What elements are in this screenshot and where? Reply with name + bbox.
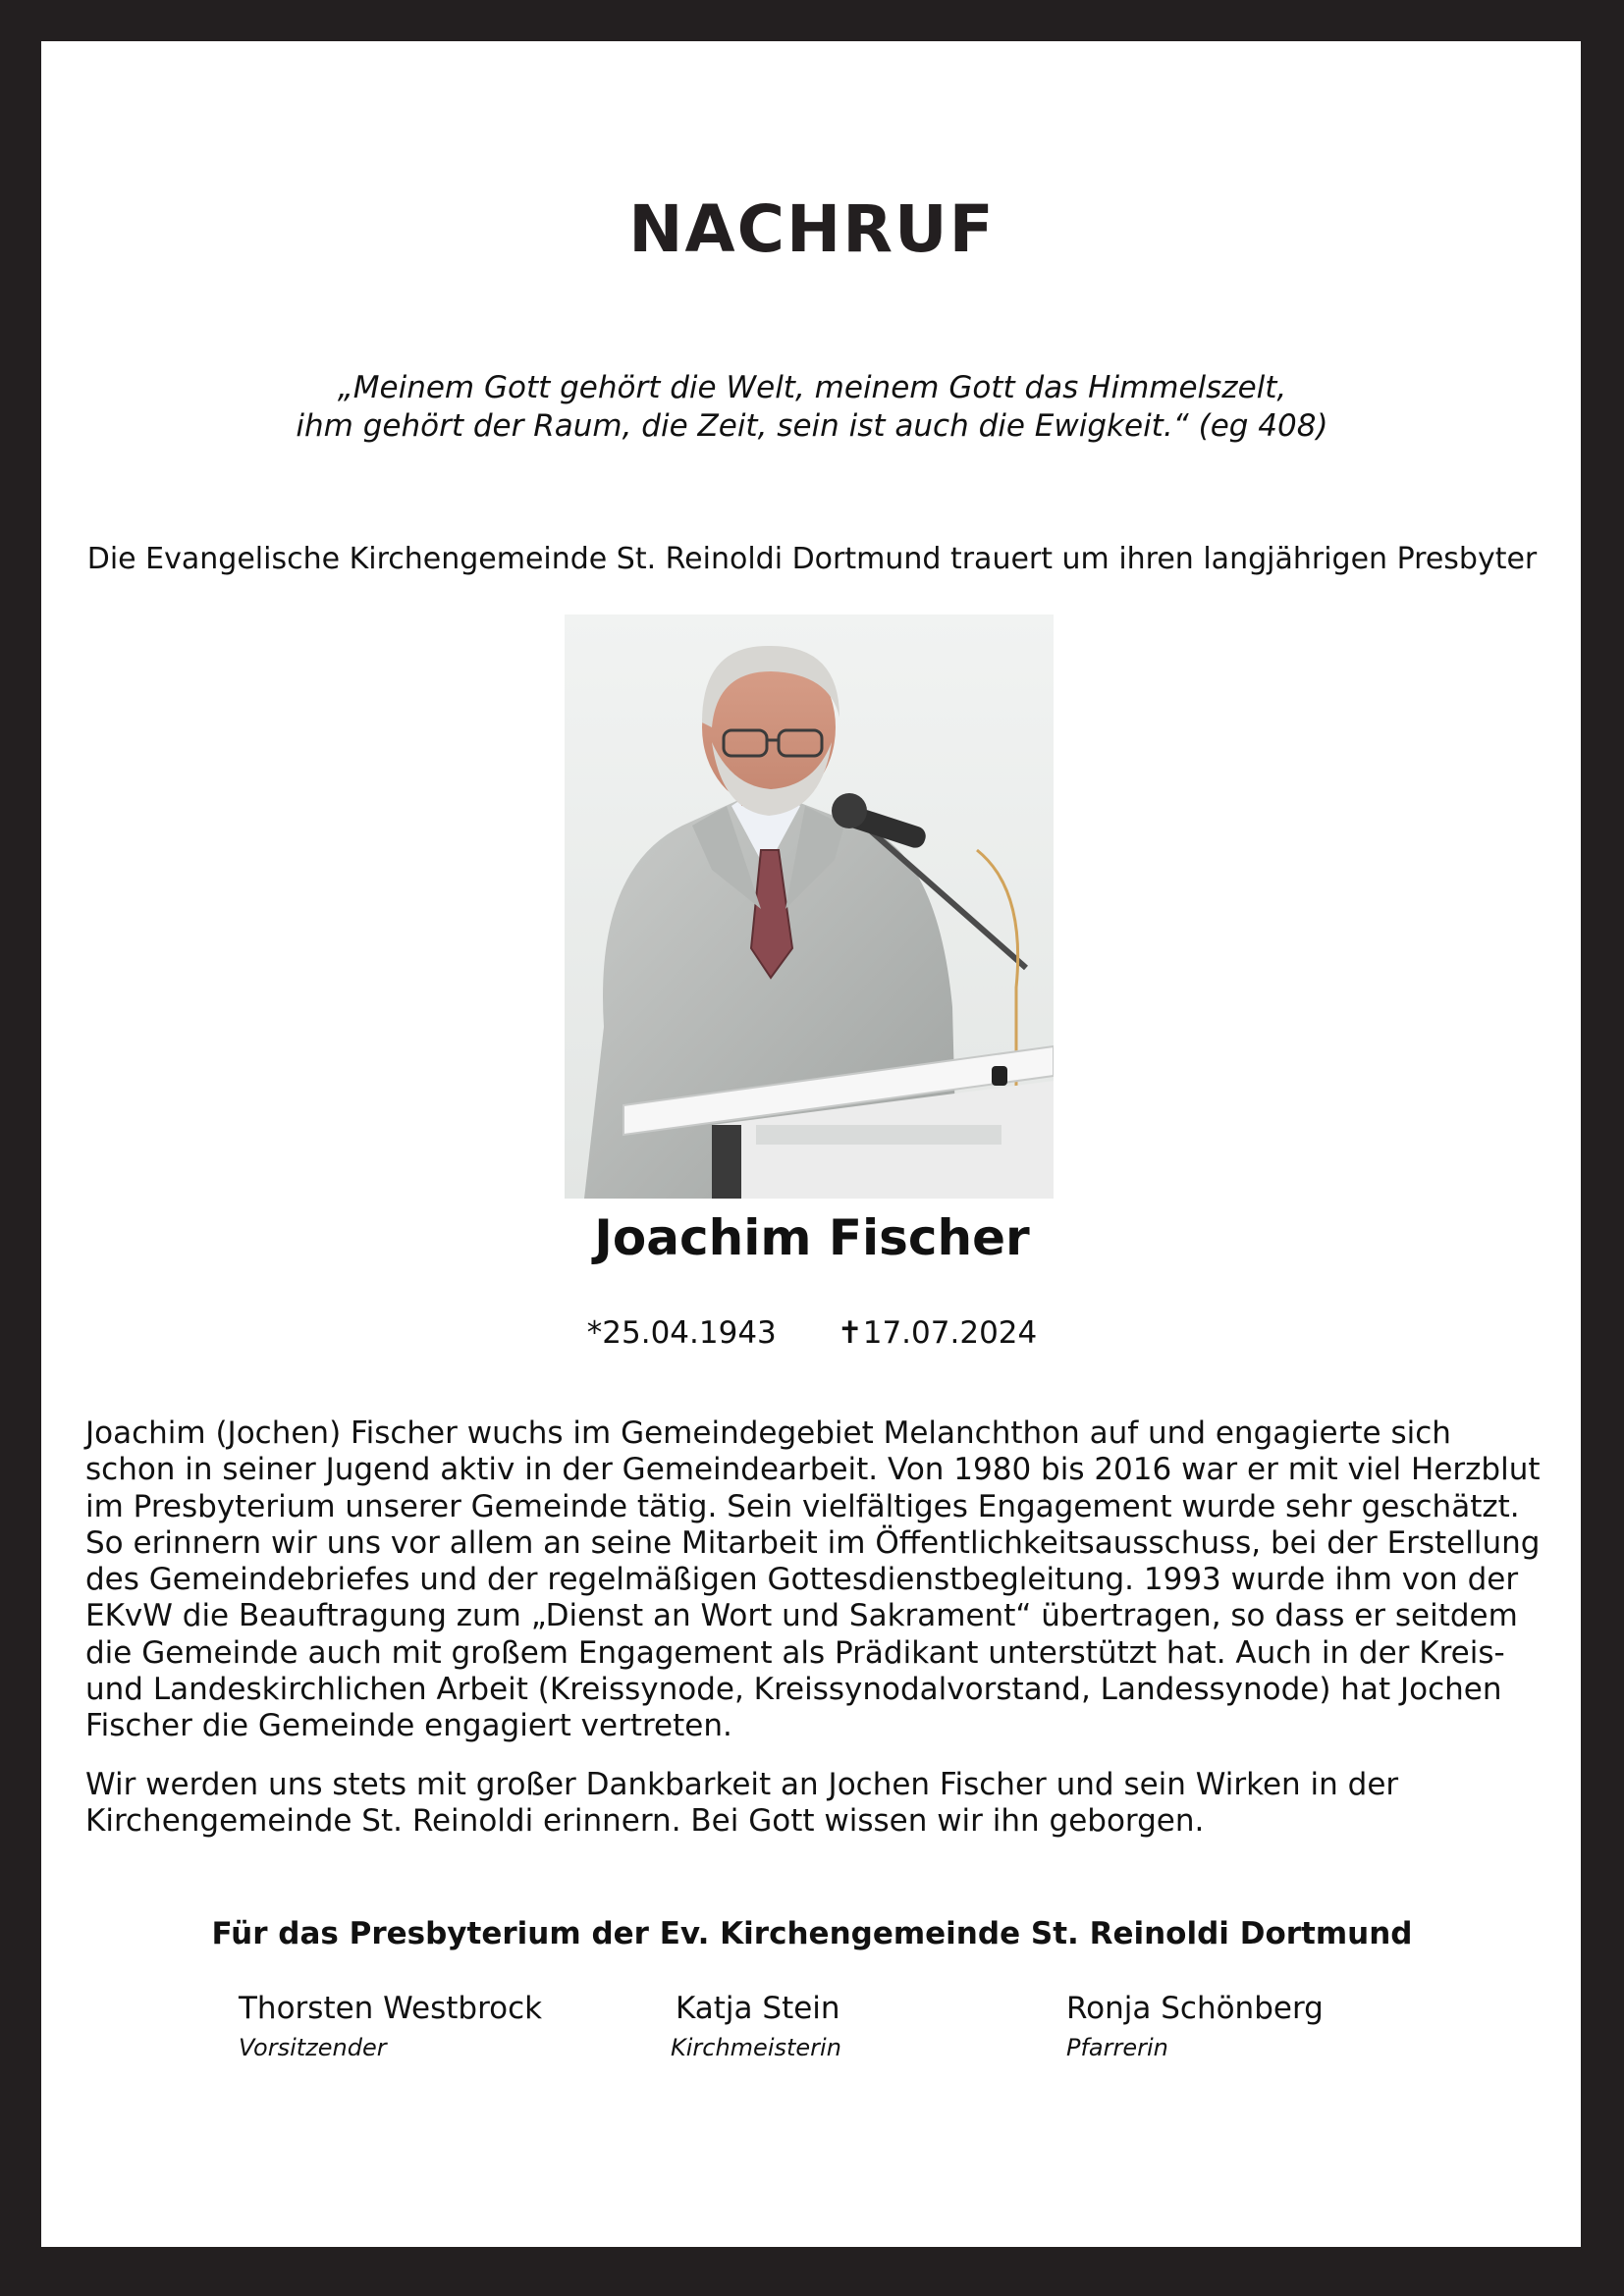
bio-line: EKvW die Beauftragung zum „Dienst an Wort und Sakrament“ übertragen, so dass er seitdem bbox=[85, 1598, 1518, 1634]
bible-verse bbox=[0, 369, 1624, 446]
bio-line: die Gemeinde auch mit großem Engagement als Prädikant unterstützt hat. Auch in der Kreis- bbox=[85, 1634, 1505, 1671]
signature-heading: Für das Presbyterium der Ev. Kirchengemeinde St. Reinoldi Dortmund bbox=[211, 1916, 1413, 1951]
signer-role: Pfarrerin bbox=[1066, 2034, 1168, 2061]
death-date: ✝17.07.2024 bbox=[837, 1315, 1038, 1351]
signer-role: Vorsitzender bbox=[239, 2034, 387, 2061]
intro-text: Die Evangelische Kirchengemeinde St. Reinoldi Dortmund trauert um ihren langjährigen Presbyter bbox=[86, 542, 1538, 576]
signer-3 bbox=[1066, 1991, 1324, 2061]
birth-date: *25.04.1943 bbox=[586, 1315, 777, 1351]
bio-line: des Gemeindebriefes und der regelmäßigen Gottesdienstbegleitung. 1993 wurde ihm von der bbox=[85, 1562, 1519, 1598]
biography bbox=[85, 1415, 1558, 1861]
bio-line: Fischer die Gemeinde engagiert vertreten. bbox=[85, 1708, 732, 1744]
bio-line: im Presbyterium unserer Gemeinde tätig. Sein vielfältiges Engagement wurde sehr geschätzt. bbox=[85, 1488, 1520, 1524]
signer-name: Ronja Schönberg bbox=[1066, 1991, 1324, 2026]
bio-line: Wir werden uns stets mit großer Dankbarkeit an Jochen Fischer und sein Wirken in der bbox=[85, 1766, 1399, 1802]
bio-line: schon in seiner Jugend aktiv in der Gemeindearbeit. Von 1980 bis 2016 war er mit viel Herzblut bbox=[85, 1452, 1541, 1488]
portrait-photo bbox=[565, 614, 1054, 1199]
bio-line: Kirchengemeinde St. Reinoldi erinnern. Bei Gott wissen wir ihn geborgen. bbox=[85, 1802, 1205, 1839]
biography-paragraph-2 bbox=[85, 1767, 1558, 1841]
bio-line: So erinnern wir uns vor allem an seine Mitarbeit im Öffentlichkeitsausschuss, bei der Erstellung bbox=[85, 1524, 1541, 1561]
signer-1 bbox=[239, 1991, 542, 2061]
signer-name: Thorsten Westbrock bbox=[239, 1991, 543, 2026]
portrait-illustration bbox=[565, 614, 1054, 1199]
bio-line: und Landeskirchlichen Arbeit (Kreissynode, Kreissynodalvorstand, Landessynode) hat Jochen bbox=[85, 1672, 1502, 1708]
page-title: NACHRUF bbox=[628, 191, 996, 267]
verse-line-2: ihm gehört der Raum, die Zeit, sein ist auch die Ewigkeit.“ (eg 408) bbox=[296, 408, 1328, 444]
deceased-name: Joachim Fischer bbox=[594, 1209, 1030, 1266]
signer-role: Kirchmeisterin bbox=[671, 2034, 841, 2061]
life-dates bbox=[0, 1315, 1624, 1351]
bio-line: Joachim (Jochen) Fischer wuchs im Gemeindegebiet Melanchthon auf und engagierte sich bbox=[85, 1415, 1451, 1451]
signer-name: Katja Stein bbox=[676, 1991, 840, 2026]
signer-2 bbox=[671, 1991, 841, 2061]
verse-line-1: „Meinem Gott gehört die Welt, meinem Gott das Himmelszelt, bbox=[337, 370, 1287, 405]
biography-paragraph-1 bbox=[85, 1415, 1558, 1745]
